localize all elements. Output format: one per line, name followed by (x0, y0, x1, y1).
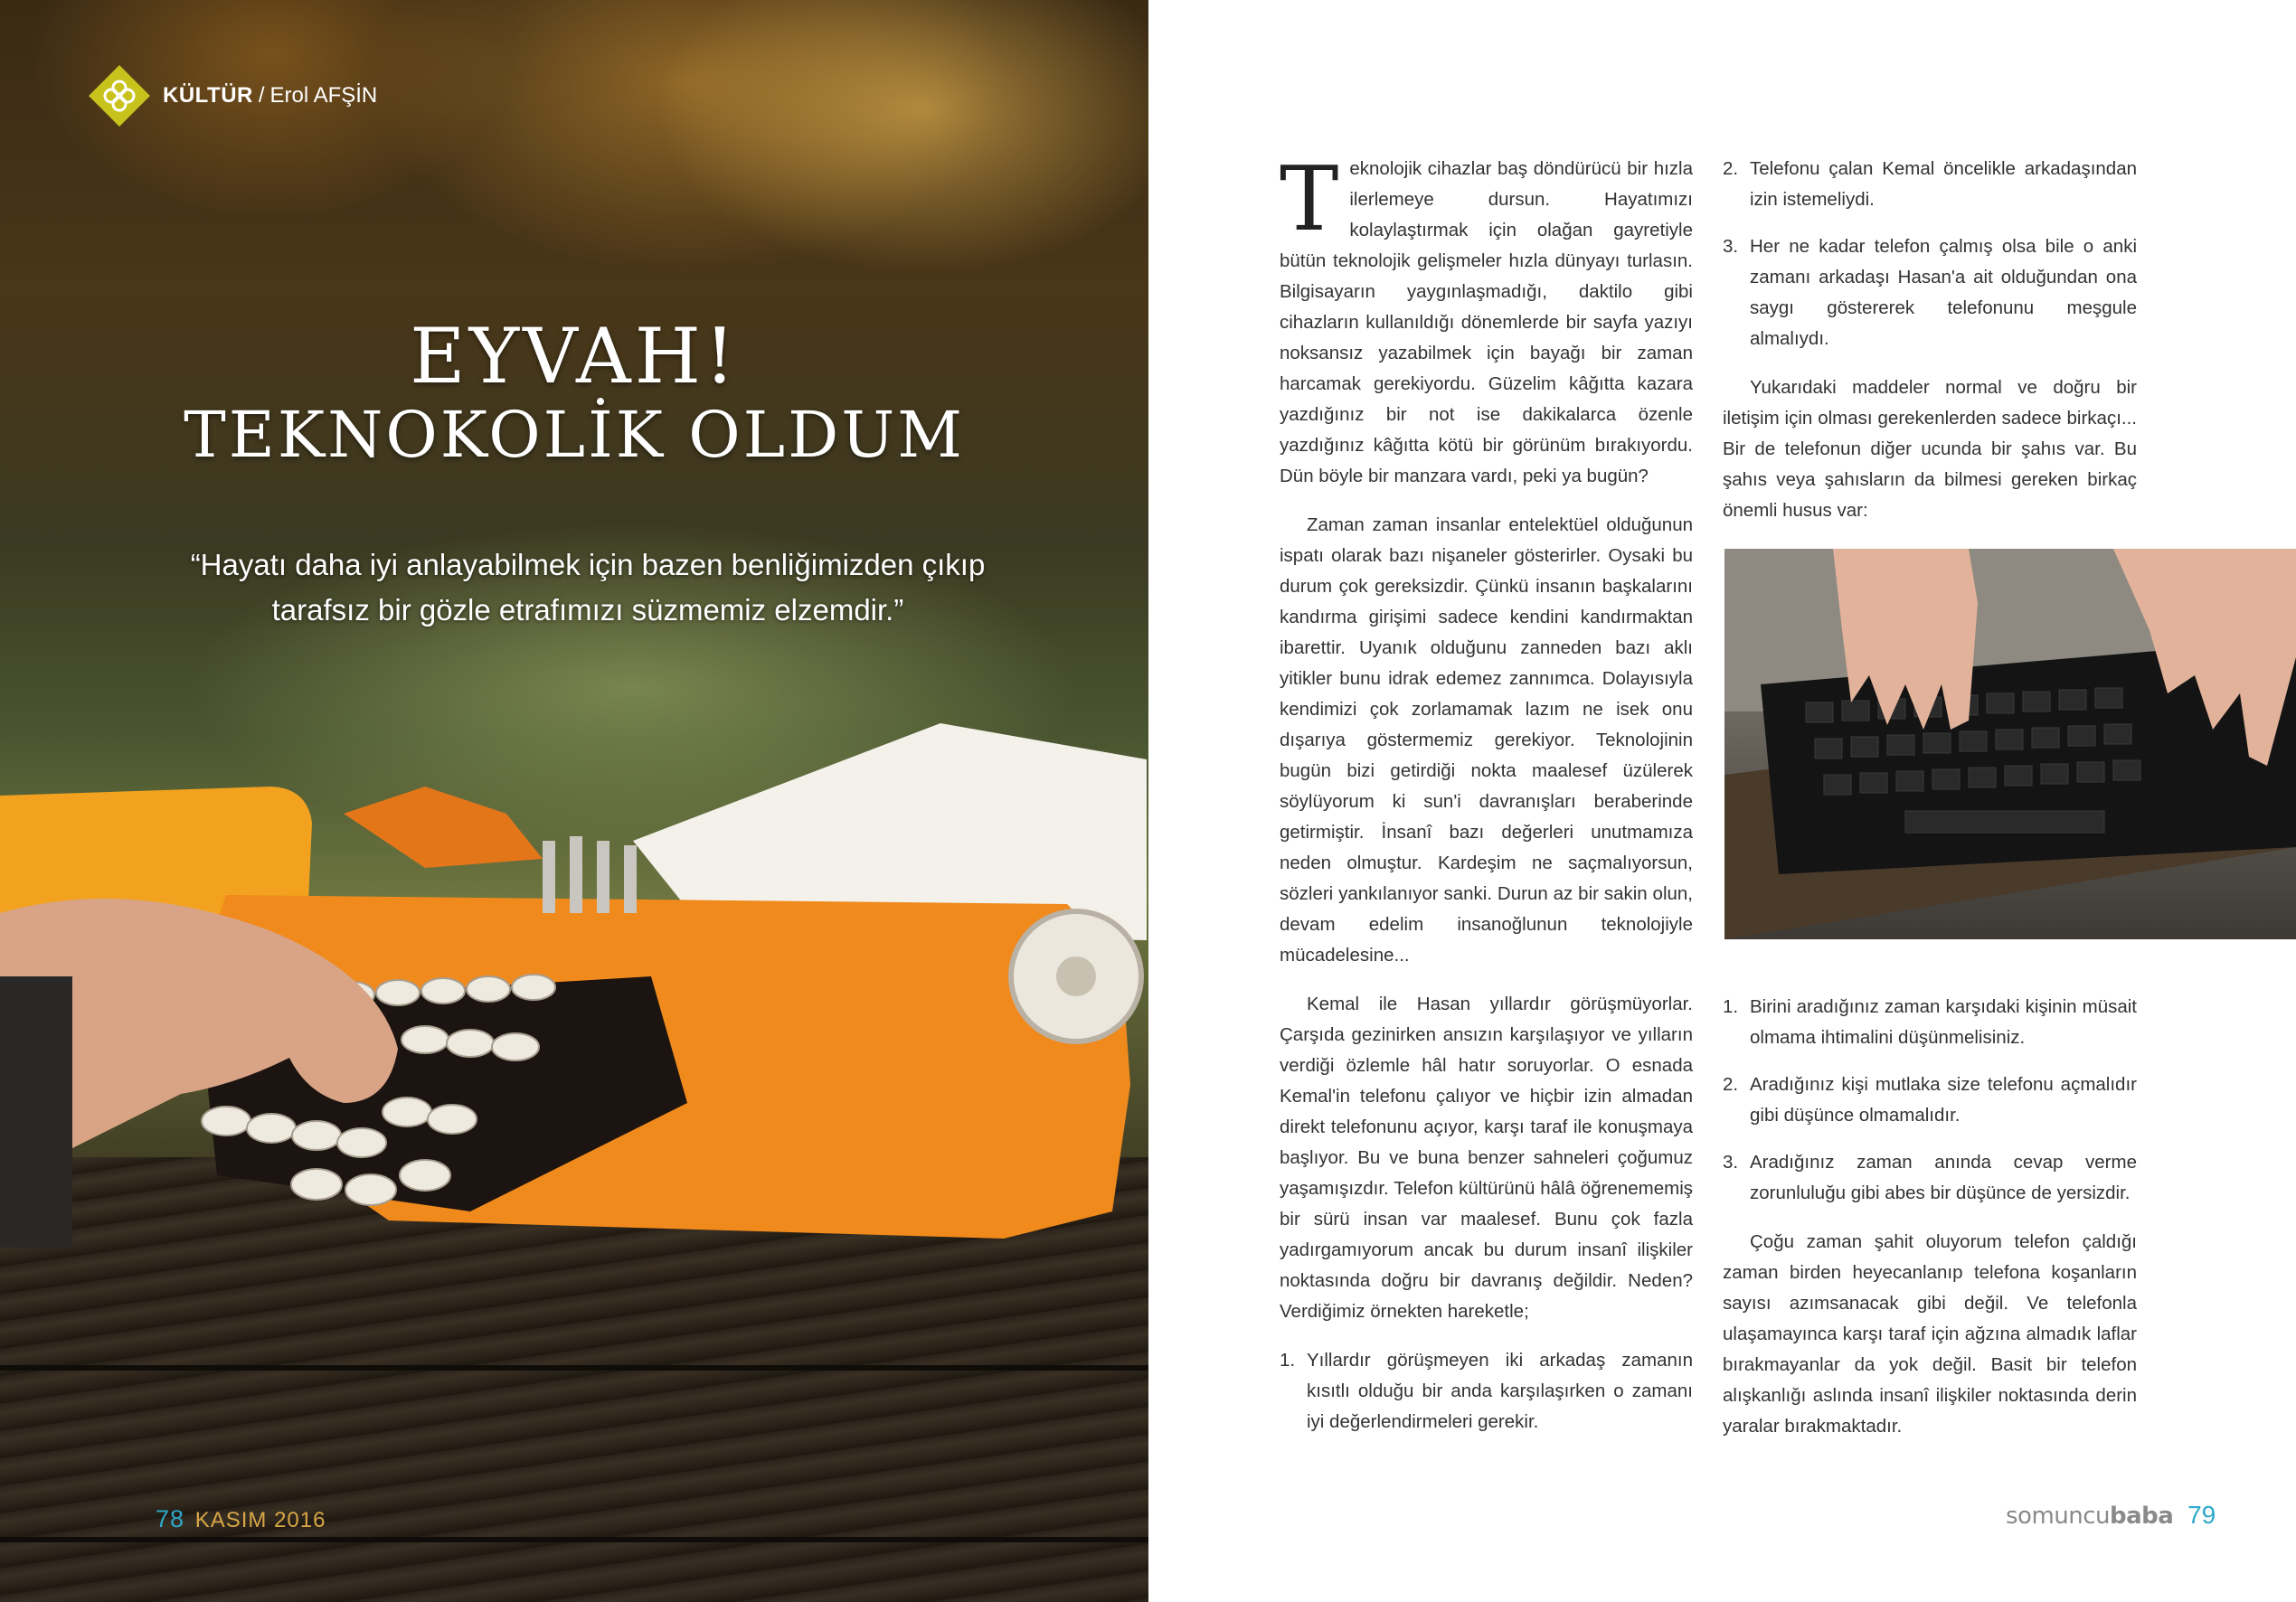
page-number-left: 78 (156, 1505, 185, 1532)
headline-line2: TEKNOKOLİK OLDUM (184, 398, 965, 472)
paragraph-2: Zaman zaman insanlar entelektüel olduğunun ispatı olarak bazı nişaneler gösterirler. Oysaki bu durum çok gereksizdir. Çünkü insanın başkalarını kandırma girişimi sadece kendini kandırmaktan ibarettir. Uyanık olduğunu zanneden bazı aklı yitikler bunu idrak edemez zannımca. Dolayısıyla kendimizi çok zorlamamak lazım ne isek onu dışarıya göstermemiz gerekiyor. Teknolojinin bugün bizi getirdiği nokta maalesef üzülerek söylüyorum ki sun'i davranışları beraberinde getirmiştir. İnsanî bazı değerleri unutmamıza neden olmuştur. Kardeşim ne saçmalıyorsun, sözleri yankılanıyor sanki. Durun az bir sakin olun, devam edelim insanoğlunun teknolojiyle mücadelesine... (1280, 514, 1693, 966)
article-column-2-bottom (1723, 992, 2137, 1460)
brand-part-b: baba (2110, 1503, 2174, 1530)
list-text: Aradığınız kişi mutlaka size telefonu açmalıdır gibi düşünce olmamalıdır. (1750, 1074, 2137, 1126)
intro-paragraph (1280, 148, 1693, 492)
paragraph-3: Kemal ile Hasan yıllardır görüşmüyorlar. Çarşıda gezinirken ansızın karşılaşıyor ve yılların verdiği özlemle hâl hatır soruyorlar. O esnada Kemal'in telefonu çalıyor ve hiçbir izin almadan direkt telefonunu açıyor, karşı taraf ile konuşmaya başlıyor. Bu ve buna benzer sahneleri çoğumuz yaşamışızdır. Telefon kültürünü hâlâ öğrenememiş bir sürü insan var maalesef. Bunu çok fazla yadırgamıyorum ancak bu durum insanî ilişkiler noktasında doğru bir davranış değildir. Neden? Verdiğimiz örnekten hareketle; (1280, 994, 1693, 1322)
list-number: 2. (1723, 1074, 1739, 1095)
numbered-list-1 (1280, 1345, 1693, 1437)
list-text: Yıllardır görüşmeyen iki arkadaş zamanın kısıtlı olduğu bir anda karşılaşırken o zamanı iyi değerlendirmeleri gerekir. (1307, 1350, 1693, 1432)
article-column-1 (1280, 148, 1693, 1456)
list-number: 2. (1723, 158, 1739, 179)
article-column-2-top (1723, 154, 2137, 544)
list-text: Birini aradığınız zaman karşıdaki kişinin müsait olmama ihtimalini düşünmelisiniz. (1750, 996, 2137, 1048)
paragraph-1-text: eknolojik cihazlar baş döndürücü bir hızla ilerlemeye dursun. Hayatımızı kolaylaştırmak için olağan gayretiyle bütün teknolojik gelişmeler hızla dünyayı turlasın. Bilgisayarın yaygınlaşmadığı, daktilo gibi cihazların kullanıldığı dönemlerde bir sayfa yazıyı noksansız yazabilmek için bayağı bir zaman harcamak gerekiyordu. Güzelim kâğıtta kazara yazdığınız bir not ise dakikalarca özenle yazdığınız kâğıtta kötü bir görünüm bırakıyordu. Dün böyle bir manzara vardı, peki ya bugün? (1280, 158, 1693, 486)
headline-line1: EYVAH! (410, 312, 739, 400)
list-text: Aradığınız zaman anında cevap verme zorunluluğu gibi abes bir düşünce de yersizdir. (1750, 1152, 2137, 1203)
list-text: Telefonu çalan Kemal öncelikle arkadaşından izin istemeliydi. (1750, 158, 2137, 210)
pull-quote: “Hayatı daha iyi anlayabilmek için bazen benliğimizden çıkıp tarafsız bir gözle etrafımızı süzmemiz elzemdir.” (190, 548, 986, 627)
brand-part-a: somuncu (2006, 1503, 2111, 1530)
numbered-list-1-continued (1723, 154, 2137, 354)
list-item (1723, 231, 2137, 354)
list-item (1723, 1147, 2137, 1209)
keyboard-hands-photo (1724, 549, 2296, 939)
issue-date: KASIM 2016 (194, 1508, 326, 1532)
list-number: 3. (1723, 236, 1739, 257)
section-kicker (89, 65, 377, 127)
drop-cap: T (1280, 148, 1339, 251)
section-separator: / (258, 83, 265, 108)
list-item (1723, 992, 2137, 1053)
folio-right (2006, 1501, 2216, 1530)
paragraph-5: Çoğu zaman şahit oluyorum telefon çaldığı zaman birden heyecanlanıp telefona koşanların sayısı azımsanacak gibi değil. Ve telefonla ulaşamayınca karşı taraf için ağzına almadık laflar bırakmayanlar da yok değil. Basit bir telefon alışkanlığı aslında insanî ilişkiler noktasında derin yaralar bırakmaktadır. (1723, 1231, 2137, 1437)
author-name: Erol AFŞİN (269, 83, 378, 108)
list-number: 3. (1723, 1152, 1739, 1173)
list-text: Her ne kadar telefon çalmış olsa bile o anki zamanı arkadaşı Hasan'a ait olduğundan ona saygı göstererek telefonunu meşgule almalıydı. (1750, 236, 2137, 349)
page-number-right: 79 (2187, 1501, 2216, 1529)
typewriter-illustration (0, 705, 1148, 1356)
list-item (1280, 1345, 1693, 1437)
list-item (1723, 154, 2137, 215)
paragraph-4: Yukarıdaki maddeler normal ve doğru bir iletişim için olması gerekenlerden sadece birkaçı... Bir de telefonun diğer ucunda bir şahıs var. Bu şahıs veya şahısların da bilmesi gereken birkaç önemli husus var: (1723, 377, 2137, 521)
numbered-list-2 (1723, 992, 2137, 1209)
list-number: 1. (1280, 1350, 1296, 1371)
magazine-logo (2006, 1503, 2173, 1530)
list-number: 1. (1723, 996, 1739, 1017)
list-item (1723, 1070, 2137, 1131)
section-category: KÜLTÜR (163, 83, 253, 108)
folio-left (156, 1505, 326, 1533)
section-badge-icon (89, 65, 150, 127)
